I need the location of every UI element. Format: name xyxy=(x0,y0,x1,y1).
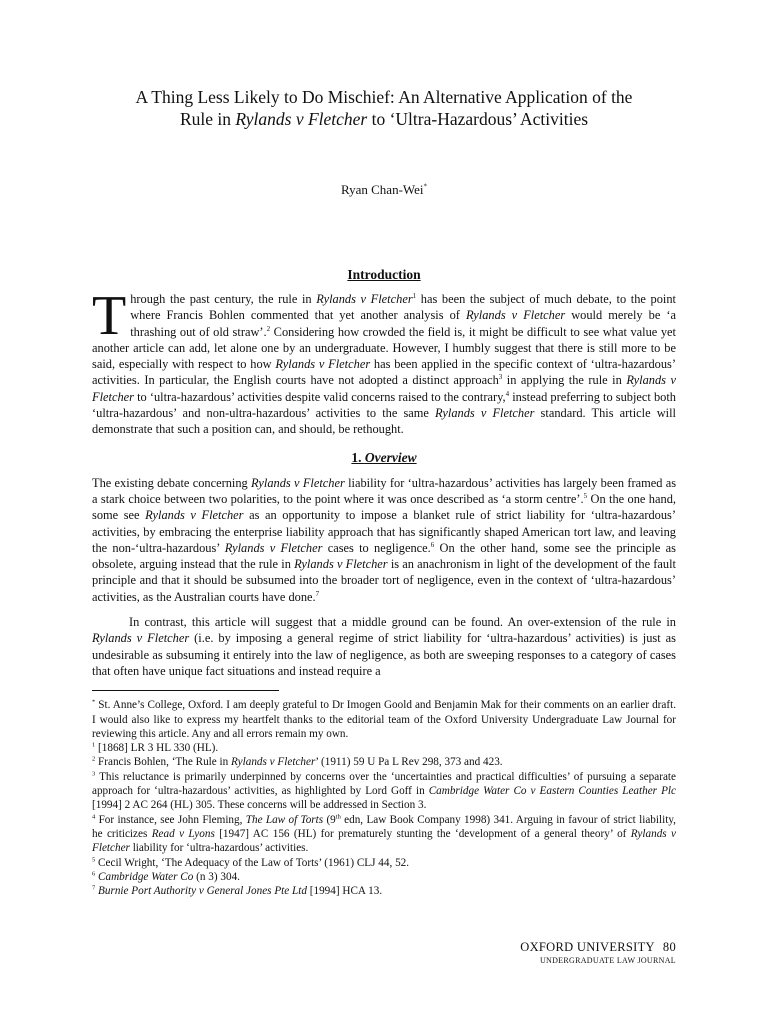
intro-paragraph xyxy=(92,285,677,438)
author-name: Ryan Chan-Wei xyxy=(340,182,424,197)
title-line-2-post: to ‘Ultra-Hazardous’ Activities xyxy=(367,109,589,129)
drop-cap: T xyxy=(92,285,127,347)
title-line-2 xyxy=(92,108,676,130)
footnote-2: $^2$ Francis Bohlen, ‘The Rule in Rylands v Fletcher’ (1911) 59 U Pa L Rev 298, 373 and 423. xyxy=(92,755,503,769)
author-footnote-mark[interactable]: * xyxy=(423,182,428,191)
title-line-2-pre: Rule in xyxy=(179,109,236,129)
footnotes xyxy=(92,698,676,898)
page-number: 80 xyxy=(662,940,676,954)
footnote-4: $^4$ For instance, see John Fleming, The Law of Torts (9th edn, Law Book Company 1998) 341. Arguing in favour of strict liability, he criticizes Read v Lyons [1947] AC 156 (HL) for prematurely stunting the ‘development of a general theory’ of Rylands v Fletcher liability for ‘ultra-hazardous’ activities. xyxy=(92,812,676,855)
footer-publisher: OXFORD UNIVERSITY xyxy=(520,940,655,954)
footnote-author: * St. Anne’s College, Oxford. I am deeply grateful to Dr Imogen Goold and Benjamin Mak for their comments on an earlier draft. I would also like to express my heartfelt thanks to the editorial team of the Oxford University Undergraduate Law Journal for reviewing this article. Any and all errors remain my own. xyxy=(92,698,676,740)
section-heading-introduction: Introduction xyxy=(347,267,421,282)
overview-paragraph-1: The existing debate concerning Rylands v Fletcher liability for ‘ultra-hazardous’ activities has largely been framed as a stark choice between two polarities, to the point where it was once described as ‘a storm centre’.$^5$ On the one hand, some see Rylands v Fletcher as an opportunity to impose a blanket rule of strict liability for ‘ultra-hazardous’ activities, by embracing the enterprise liability approach that has significantly shaped American tort law, and leaving the non-‘ultra-hazardous’ Rylands v Fletcher cases to negligence.$^6$ On the other hand, some see the principle as obsolete, arguing instead that the rule in Rylands v Fletcher is an anachronism in light of the development of the fault principle and that it should be subsumed into the broader tort of negligence, even in the context of ‘ultra-hazardous’ activities, as the Australian courts have done.$^7$ xyxy=(92,475,677,604)
section-number: 1. xyxy=(351,449,362,465)
article-title xyxy=(92,86,676,130)
footnote-divider xyxy=(92,690,279,691)
footnote-3: $^3$ This reluctance is primarily underpinned by concerns over the ‘uncertainties and practical difficulties’ of pursuing a separate approach for ‘ultra-hazardous’ activities, as highlighted by Lord Goff in Cambridge Water Co v Eastern Counties Leather Plc [1994] 2 AC 264 (HL) 305. These concerns will be addressed in Section 3. xyxy=(92,769,676,812)
title-case-name: Rylands v Fletcher xyxy=(235,109,368,129)
article-page xyxy=(92,86,676,898)
footnote-7: $^7$ Burnie Port Authority v General Jones Pte Ltd [1994] HCA 13. xyxy=(92,884,383,898)
page-footer xyxy=(520,940,676,965)
intro-paragraph-text: hrough the past century, the rule in Rylands v Fletcher$^1$ has been the subject of much debate, to the point where Francis Bohlen commented that yet another analysis of Rylands v Fletcher would merely be ‘a thrashing out of old straw’.$^2$ Considering how crowded the field is, it might be difficult to see what value yet another article can add, let alone one by an undergraduate. However, I humbly suggest that there is still more to be said, especially with respect to how Rylands v Fletcher has been applied in the specific context of ‘ultra-hazardous’ activities. In particular, the English courts have not adopted a distinct approach$^3$ in applying the rule in Rylands v Fletcher to ‘ultra-hazardous’ activities despite valid concerns raised to the contrary,$^4$ instead preferring to subject both ‘ultra-hazardous’ and non-ultra-hazardous’ activities to the same Rylands v Fletcher standard. This article will demonstrate that such a position can, and should, be rethought. xyxy=(92,291,677,437)
section-title: Overview xyxy=(364,449,417,465)
title-line-1: A Thing Less Likely to Do Mischief: An Alternative Application of the xyxy=(135,87,633,107)
footer-publisher-line xyxy=(520,940,676,955)
footer-journal: UNDERGRADUATE LAW JOURNAL xyxy=(539,956,676,965)
footnote-1: $^1$ [1868] LR 3 HL 330 (HL). xyxy=(92,741,219,755)
section-heading-overview xyxy=(92,450,676,466)
overview-paragraph-2: In contrast, this article will suggest that a middle ground can be found. An over-extension of the rule in Rylands v Fletcher (i.e. by imposing a general regime of strict liability for ‘ultra-hazardous’ activities) is just as undesirable as subsuming it entirely into the law of negligence, as both are sweeping responses to a category of cases that often have unique fact situations and instead require a xyxy=(92,615,676,678)
footnote-5: $^5$ Cecil Wright, ‘The Adequacy of the Law of Torts’ (1961) CLJ 44, 52. xyxy=(92,855,410,869)
author-line xyxy=(92,182,676,198)
footnote-6: $^6$ Cambridge Water Co (n 3) 304. xyxy=(92,870,240,883)
